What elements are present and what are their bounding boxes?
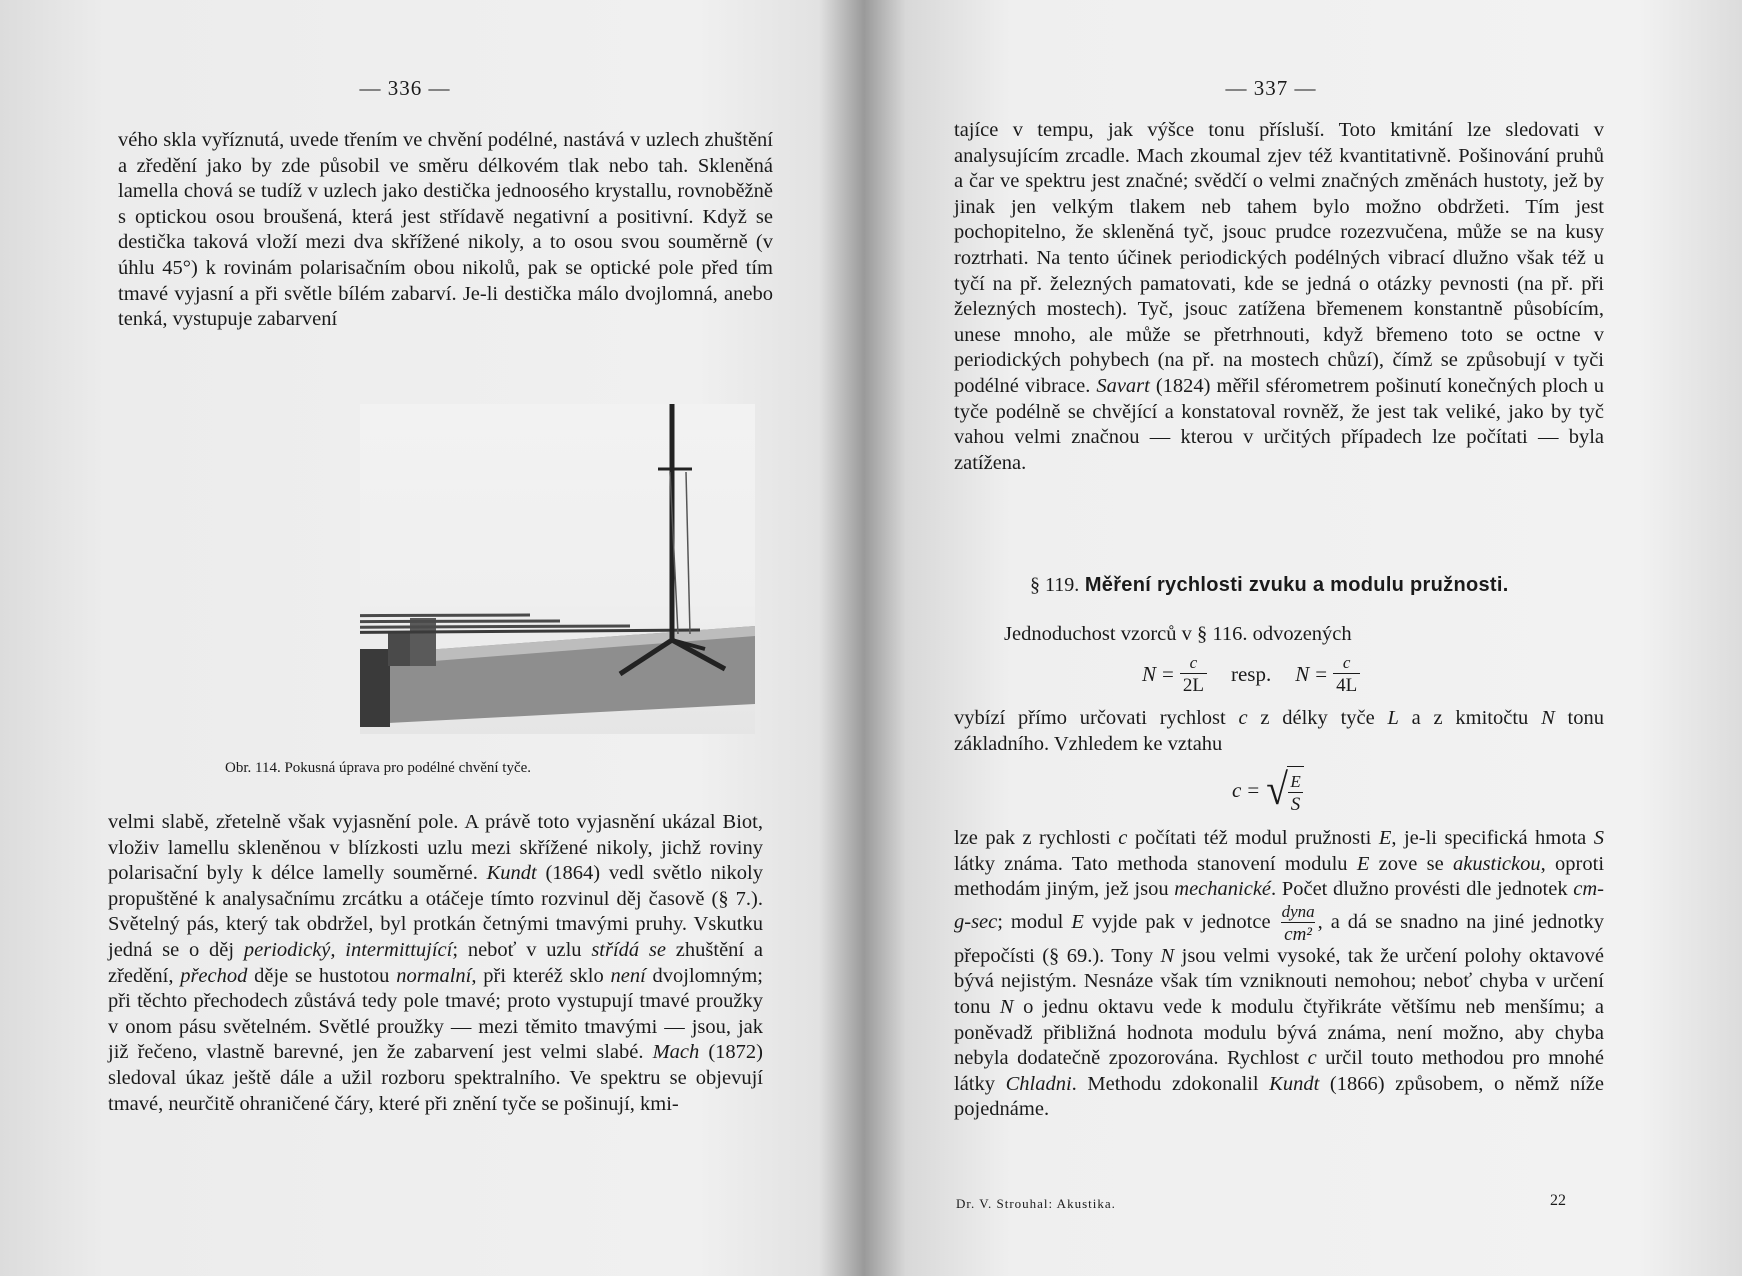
section-number: § 119. <box>1030 574 1080 596</box>
right-page <box>870 0 1742 1276</box>
page-number: — 336 — <box>359 76 451 100</box>
figure-apparatus <box>360 404 755 734</box>
intro-line: Jednoduchost vzorců v § 116. odvozených <box>1004 623 1352 645</box>
paragraph <box>108 810 763 1117</box>
formula-frequency: N = $\frac{c}{2L}$ resp. N = $\frac{c}{4L}$ <box>1142 654 1360 695</box>
paragraph-text: vého skla vyříznutá, uvede třením ve chvění podélné, nastává v uzlech zhuštění a zředění jako by zde působil ve směru délkovém tlak nebo tah. Skleněná lamella chová se tudíž v uzlech jako destička jednoosého krystallu, rovnoběžně s optickou osou broušená, která jest střídavě negativní a positivní. Když se destička taková vloží mezi dva skřížené nikoly, a to osou svou souměrně (v úhlu 45°) k rovinám polarisačním obou nikolů, pak se optické pole před tím tmavé vyjasní a při světle bílém zabarví. Je-li destička málo dvojlomná, anebo tenká, vystupuje zabarvení <box>118 129 773 331</box>
paragraph-text: tajíce v tempu, jak výšce tonu přísluší. Toto kmitání lze sledovati v analysujícím zrcadle. Mach zkoumal zjev též kvantitativně. Pošinování pruhů a čar ve spektru jest značné; svědčí o velmi značných změnách hustoty, jež by jinak jen velkým tlakem neb tahem bylo možno obdržeti. Tím jest pochopitelno, že skleněná tyč, jsouc prudce rozezvučena, může se na kusy roztrhati. Na tento účinek periodických podélných vibrací dlužno však též u tyčí na př. železných pamatovati, kde se jedná o otázky pevnosti (na př. při železných mostech). Tyč, jsouc zatížena břemenem konstantně působícím, unese mnoho, ale může se přetrhnouti, když břemeno toto se octne v periodických pohybech (na př. na mostech chůzí), čímž se způsobují v tyči podélné vibrace. Savart (1824) měřil sférometrem pošinutí konečných ploch u tyče podélně se chvějící a konstatoval rovněž, že jest tak veliké, jako by tyč vahou velmi značnou — kterou v určitých případech lze počítati — byla zatížena. <box>954 119 1604 474</box>
paragraph-text: velmi slabě, zřetelně však vyjasnění pole. A právě toto vyjasnění ukázal Biot, vloživ lamellu skleněnou v blízkosti uzlu mezi skřížené nikoly, jichž roviny polarisační byly k délce lamelly souměrné. Kundt (1864) vedl světlo nikoly propuštěné k analysačnímu zrcátku a otáčeje tímto rozvinul děj časově (§ 7.). Světelný pás, který tak obdržel, byl protkán četnými tmavými pruhy. Vskutku jedná se o děj periodický, intermittující; neboť v uzlu střídá se zhuštění a zředění, přechod děje se hustotou normalní, při kteréž sklo není dvojlomným; při těchto přechodech zůstává tedy pole tmavé; proto vystupují tmavé proužky v onom pásu světelném. Světlé proužky — mezi těmito tmavými — jsou, jak již řečeno, vlastně barevné, jen že zabarvení jest velmi slabé. Mach (1872) sledoval úkaz ještě dále a užil rozboru spektralního. Ve spektru se objevují tmavé, neurčitě ohraničené čáry, které při znění tyče se pošinují, kmi- <box>108 811 763 1115</box>
page-number: — 337 — <box>1225 76 1317 100</box>
section-title: Měření rychlosti zvuku a modulu pružnosti. <box>1084 574 1509 596</box>
paragraph <box>118 128 773 333</box>
paragraph: vybízí přímo určovati rychlost c z délky tyče L a z kmitočtu N tonu základního. Vzhledem ke vztahu <box>954 707 1604 755</box>
signature-mark: 22 <box>1550 1192 1566 1209</box>
apparatus-illustration <box>360 404 755 734</box>
paragraph: lze pak z rychlosti c počítati též modul pružnosti E, je-li specifická hmota S látky známa. Tato methoda stanovení modulu E zove se akustickou, oproti methodám jiným, jež jsou mechanické. Počet dlužno provésti dle jednotek cm-g-sec; modul E vyjde pak v jednotce $\frac{\text{dyna}}{\text{cm²}}$ , a dá se snadno na jiné jednotky přepočísti (§ 69.). Tony N jsou velmi vysoké, tak že určení polohy oktavové bývá nejistým. Nesnáze však tím vzniknouti nemohou; neboť chyba v určení tonu N o jednu oktavu vede k modulu čtyřikráte většímu neb menšímu; a poněvadž přibližná hodnota modulu bývá známa, není možno, aby chyba nebyla dodatečně zpozorována. Rychlost c určil touto methodou pro mnohé látky Chladni. Methodu zdokonalil Kundt (1866) způsobem, o němž níže pojednáme. <box>954 827 1605 1121</box>
book-footer: Dr. V. Strouhal: Akustika. <box>956 1196 1116 1211</box>
formula-velocity: c = √ $\frac{E}{S}$ <box>1232 766 1304 814</box>
unit-fraction: $\frac{\text{dyna}}{\text{cm²}}$ <box>1281 901 1315 945</box>
left-page <box>0 0 850 1276</box>
section-heading <box>1030 574 1630 597</box>
figure-caption: Obr. 114. Pokusná úprava pro podélné chvění tyče. <box>225 760 532 776</box>
paragraph <box>954 118 1604 476</box>
